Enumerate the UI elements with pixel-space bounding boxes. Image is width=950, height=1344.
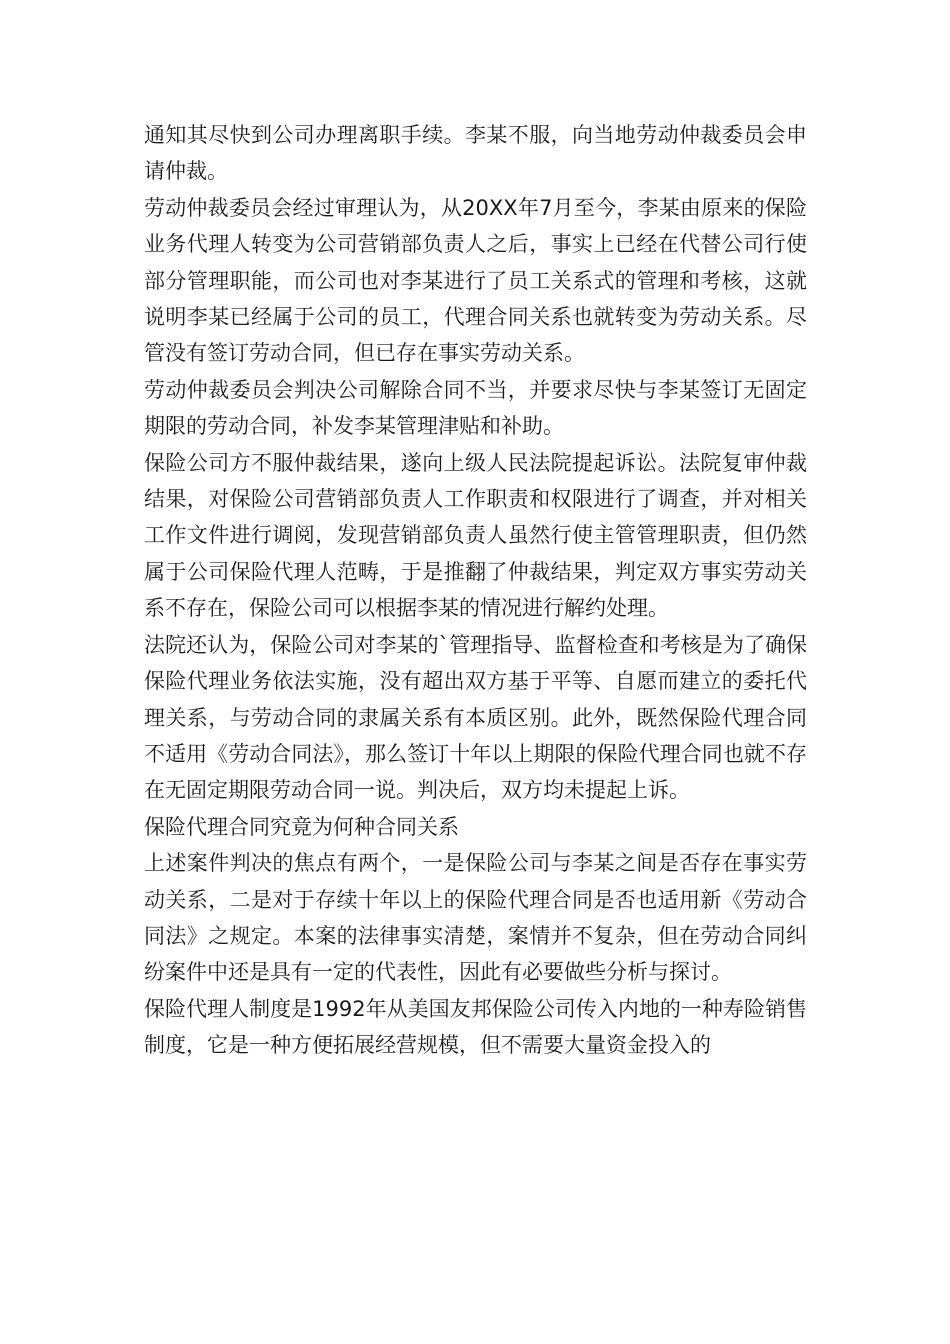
paragraph-5: 法院还认为，保险公司对李某的`管理指导、监督检查和考核是为了确保保险代理业务依法实施，没有超出双方基于平等、自愿而建立的委托代理关系，与劳动合同的隶属关系有本质区别。此外，既然保险代理合同不适用《劳动合同法》，那么签订十年以上期限的保险代理合同也就不存在无固定期限劳动合同一说。判决后，双方均未提起上诉。	[144, 632, 807, 803]
paragraph-4: 保险公司方不服仲裁结果，遂向上级人民法院提起诉讼。法院复审仲裁结果，对保险公司营销部负责人工作职责和权限进行了调查，并对相关工作文件进行调阅，发现营销部负责人虽然行使主管管理职责，但仍然属于公司保险代理人范畴，于是推翻了仲裁结果，判定双方事实劳动关系不存在，保险公司可以根据李某的情况进行解约处理。	[144, 450, 807, 621]
paragraph-7: 保险代理人制度是1992年从美国友邦保险公司传入内地的一种寿险销售制度，它是一种方便拓展经营规模，但不需要大量资金投入的	[144, 996, 807, 1058]
paragraph-6: 上述案件判决的焦点有两个，一是保险公司与李某之间是否存在事实劳动关系，二是对于存续十年以上的保险代理合同是否也适用新《劳动合同法》之规定。本案的法律事实清楚，案情并不复杂，但在劳动合同纠纷案件中还是具有一定的代表性，因此有必要做些分析与探讨。	[144, 851, 807, 985]
paragraph-2: 劳动仲裁委员会经过审理认为，从20XX年7月至今，李某由原来的保险业务代理人转变为公司营销部负责人之后，事实上已经在代替公司行使部分管理职能，而公司也对李某进行了员工关系式的管理和考核，这就说明李某已经属于公司的员工，代理合同关系也就转变为劳动关系。尽管没有签订劳动合同，但已存在事实劳动关系。	[144, 195, 807, 366]
section-heading: 保险代理合同究竟为何种合同关系	[144, 814, 459, 839]
paragraph-3: 劳动仲裁委员会判决公司解除合同不当，并要求尽快与李某签订无固定期限的劳动合同，补发李某管理津贴和补助。	[144, 377, 807, 439]
document-body	[144, 117, 807, 1064]
paragraph-1: 通知其尽快到公司办理离职手续。李某不服，向当地劳动仲裁委员会申请仲裁。	[144, 123, 807, 184]
